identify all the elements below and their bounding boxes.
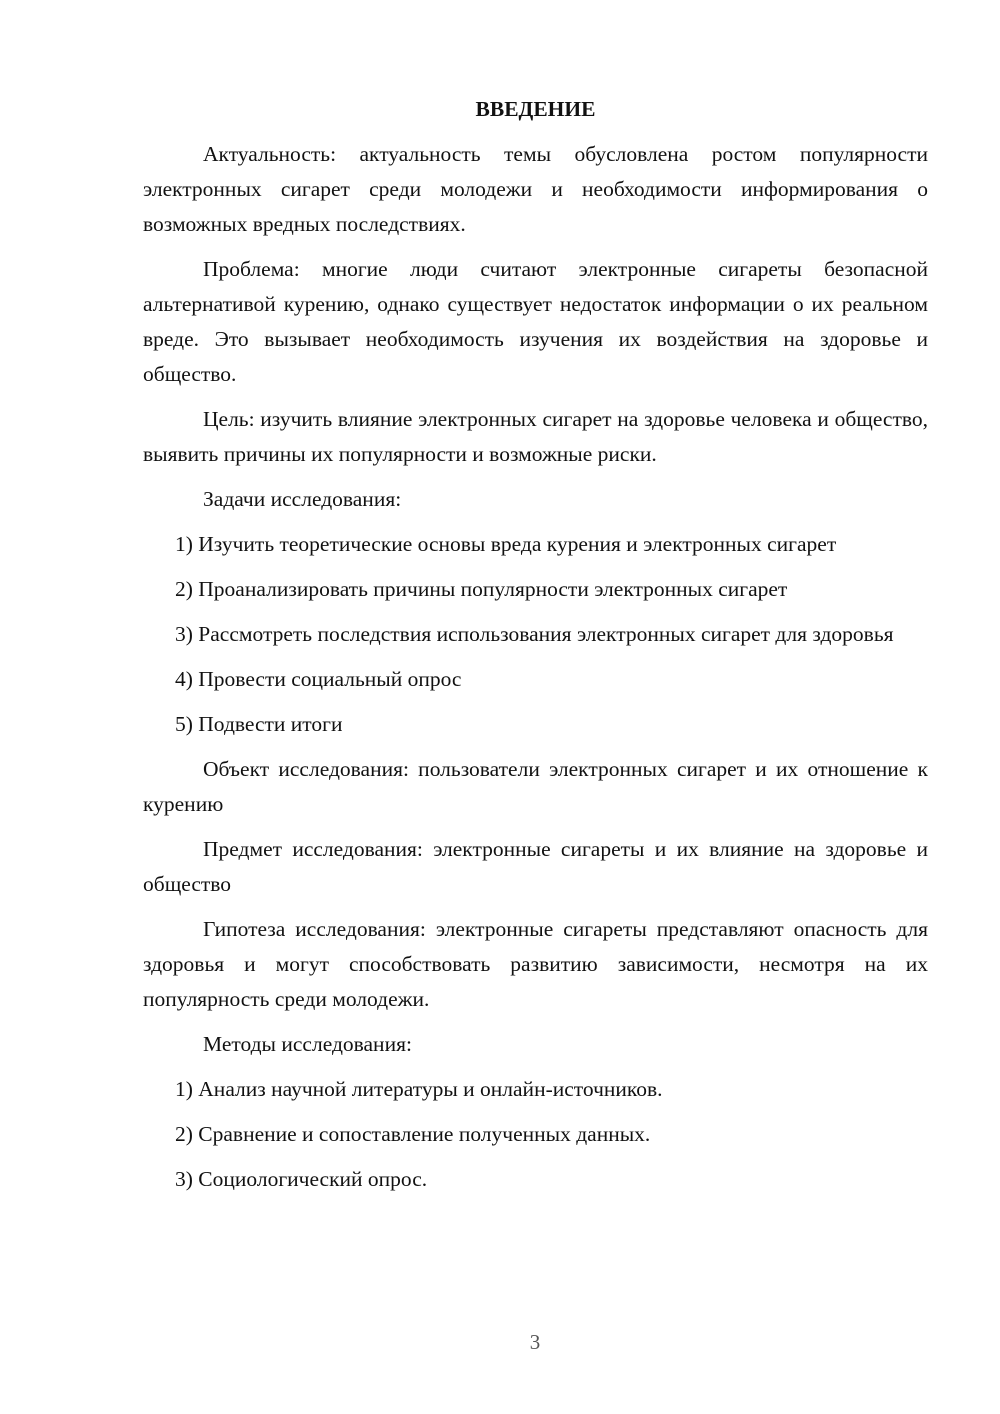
- section-title: ВВЕДЕНИЕ: [475, 97, 596, 121]
- relevance-paragraph: Актуальность: актуальность темы обусловлена ростом популярности электронных сигарет среди молодежи и необходимости информирования о возможных вредных последствиях.: [143, 142, 928, 236]
- method-item: 2) Сравнение и сопоставление полученных данных.: [175, 1122, 651, 1146]
- method-item: 3) Социологический опрос.: [175, 1167, 428, 1191]
- method-item: 1) Анализ научной литературы и онлайн-источников.: [175, 1077, 663, 1101]
- page-number: 3: [529, 1330, 541, 1354]
- hypothesis-paragraph: Гипотеза исследования: электронные сигареты представляют опасность для здоровья и могут способствовать развитию зависимости, несмотря на их популярность среди молодежи.: [143, 917, 928, 1011]
- tasks-heading: Задачи исследования:: [203, 487, 402, 511]
- problem-paragraph: Проблема: многие люди считают электронные сигареты безопасной альтернативой курению, однако существует недостаток информации о их реальном вреде. Это вызывает необходимость изучения их воздействия на здоровье и общество.: [143, 257, 928, 386]
- task-item: 5) Подвести итоги: [175, 712, 343, 736]
- task-item: 1) Изучить теоретические основы вреда курения и электронных сигарет: [175, 532, 837, 556]
- task-item: 3) Рассмотреть последствия использования электронных сигарет для здоровья: [175, 622, 894, 646]
- subject-paragraph: Предмет исследования: электронные сигареты и их влияние на здоровье и общество: [143, 837, 928, 896]
- goal-paragraph: Цель: изучить влияние электронных сигарет на здоровье человека и общество, выявить причины их популярности и возможные риски.: [143, 407, 928, 466]
- object-paragraph: Объект исследования: пользователи электронных сигарет и их отношение к курению: [143, 757, 928, 816]
- methods-heading: Методы исследования:: [203, 1032, 412, 1056]
- task-item: 2) Проанализировать причины популярности электронных сигарет: [175, 577, 788, 601]
- page-content: [143, 92, 928, 1207]
- task-item: 4) Провести социальный опрос: [175, 667, 462, 691]
